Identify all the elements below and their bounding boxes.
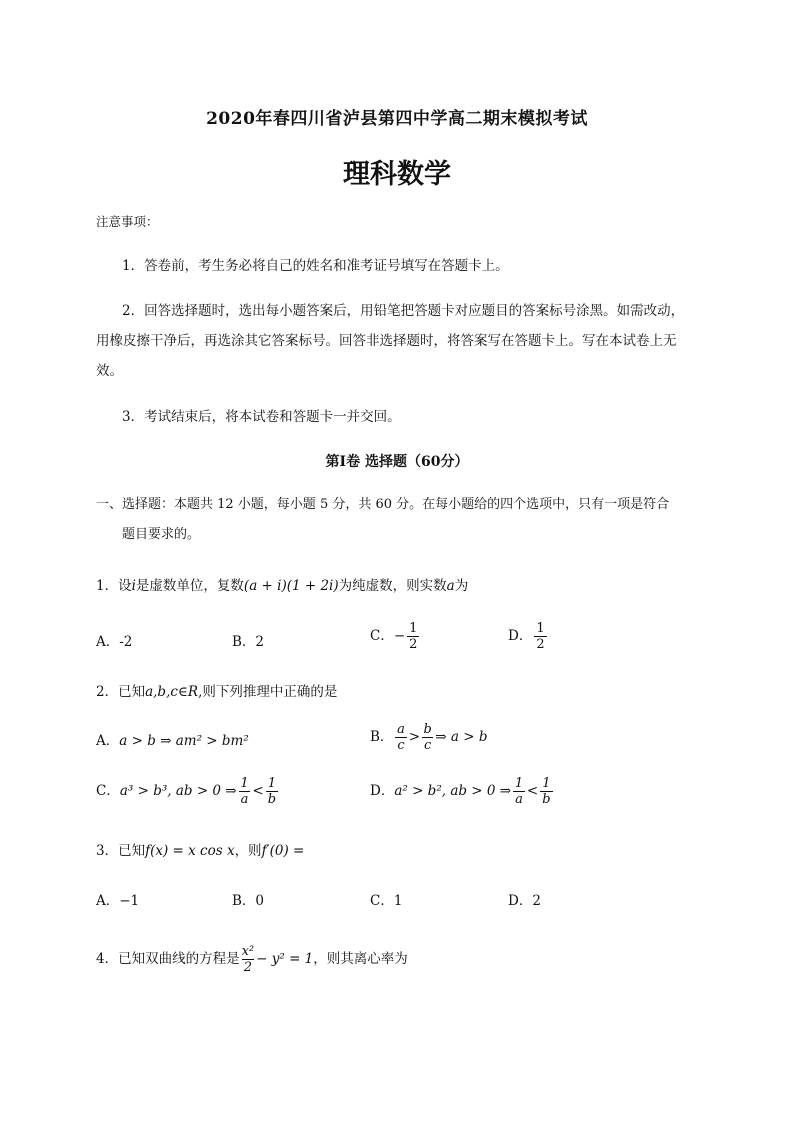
subject-title: 理科数学 xyxy=(343,159,451,190)
q2-suffix: ,则下列推理中正确的是 xyxy=(198,684,338,700)
q2-option-d-label: D． xyxy=(370,783,395,799)
q1-mid1: 是虚数单位，复数 xyxy=(135,578,244,594)
q4-math-tail: − y² = 1 xyxy=(256,951,314,967)
question-2-stem xyxy=(96,682,337,702)
notice-item-2-line2: 用橡皮擦干净后，再选涂其它答案标号。回答非选择题时，将答案写在答题卡上。写在本试卷上无 xyxy=(96,333,677,349)
q2-option-d-frac-a: $\frac{1}{a}$ xyxy=(514,776,524,807)
q4-fraction: $\frac{\text{x²}}{2}$ xyxy=(241,944,255,975)
q1-suffix: 为 xyxy=(454,578,469,594)
notice-heading: 注意事项： xyxy=(96,214,159,229)
q2-option-a-math: a > b ⇒ am² > bm² xyxy=(119,733,249,749)
q2-option-d-frac-b: $\frac{1}{b}$ xyxy=(542,776,551,807)
q3-prefix: 3．已知 xyxy=(96,843,146,859)
q2-option-b-frac-a: $\frac{a}{c}$ xyxy=(397,722,405,753)
q1-option-d-label: D． xyxy=(508,628,533,644)
q2-option-b: B． $\frac{a}{c}$ > $\frac{b}{c}$ ⇒ a > b xyxy=(370,722,488,753)
q2-prefix: 2．已知 xyxy=(96,684,146,700)
q1-option-d-fraction xyxy=(534,621,546,652)
q2-option-b-frac-b: $\frac{b}{c}$ xyxy=(423,722,432,753)
q1-option-b: B．2 xyxy=(232,634,265,650)
q2-option-d-math: a² > b², ab > 0 ⇒ xyxy=(394,783,512,799)
question-4-stem xyxy=(96,944,408,975)
q1-option-d-denominator: 2 xyxy=(536,637,545,652)
q2-option-b-math-tail: ⇒ a > b xyxy=(435,729,488,745)
q4-prefix: 4．已知双曲线的方程是 xyxy=(96,951,240,967)
q3-option-b: B．0 xyxy=(232,893,265,909)
q1-mid2: 为纯虚数，则实数 xyxy=(338,578,447,594)
q2-option-a xyxy=(96,731,249,751)
exam-title: 2020年春四川省泸县第四中学高二期末模拟考试 xyxy=(206,109,588,129)
q1-option-c xyxy=(370,621,421,652)
q3-option-d: D．2 xyxy=(508,893,541,909)
q2-option-c-label: C． xyxy=(96,783,120,799)
q1-option-a: A．-2 xyxy=(96,634,133,650)
q1-expression: (a + i)(1 + 2i) xyxy=(243,578,339,594)
q3-math-1: f(x) = x cos x xyxy=(145,843,235,859)
q2-option-c-frac-b: $\frac{1}{b}$ xyxy=(267,776,277,807)
notice-item-3: 3．考试结束后，将本试卷和答题卡一并交回。 xyxy=(122,409,401,425)
q1-option-d-numerator: 1 xyxy=(536,621,545,636)
q1-option-d xyxy=(508,621,549,652)
q1-option-c-numerator: 1 xyxy=(409,621,418,636)
part1-title: 第Ⅰ卷 选择题（60分） xyxy=(325,454,469,470)
notice-item-1: 1．答卷前，考生务必将自己的姓名和准考证号填写在答题卡上。 xyxy=(122,258,509,274)
q2-option-c-frac-a: $\frac{1}{a}$ xyxy=(240,776,249,807)
q1-option-c-fraction xyxy=(407,621,419,652)
q2-math: a,b,c∈R xyxy=(145,684,199,700)
q2-option-c: C．a³ > b³, ab > 0 ⇒ $\frac{1}{a}$ < $\frac{1}{b}$ xyxy=(96,776,277,807)
q2-option-b-label: B． xyxy=(370,729,394,745)
question-3-stem xyxy=(96,841,304,861)
section-instruction-line2: 题目要求的。 xyxy=(122,527,201,542)
q3-mid: ，则 xyxy=(234,843,262,859)
q1-option-c-sign: − xyxy=(393,628,406,644)
q4-suffix: ，则其离心率为 xyxy=(313,951,408,967)
question-1-stem xyxy=(96,576,468,596)
section-instruction-line1: 一、选择题：本题共 12 小题，每小题 5 分，共 60 分。在每小题给的四个选项中，只有一项是符合 xyxy=(96,497,670,512)
q1-option-c-label: C． xyxy=(370,628,394,644)
notice-item-2-line1: 2．回答选择题时，选出每小题答案后，用铅笔把答题卡对应题目的答案标号涂黑。如需改动， xyxy=(122,303,685,319)
q1-imaginary-unit: i xyxy=(131,578,136,594)
q2-option-a-label: A． xyxy=(96,733,120,749)
q1-prefix: 1．设 xyxy=(96,578,132,594)
q1-variable: a xyxy=(446,578,455,594)
notice-item-2-line3: 效。 xyxy=(96,363,123,379)
q3-math-2: f′(0) = xyxy=(261,843,305,859)
q3-option-a: A．−1 xyxy=(96,893,140,909)
q3-option-c: C．1 xyxy=(370,893,403,909)
q2-option-c-math: a³ > b³, ab > 0 ⇒ xyxy=(119,783,237,799)
q1-option-c-denominator: 2 xyxy=(409,637,418,652)
q2-option-d: D．a² > b², ab > 0 ⇒ $\frac{1}{a}$ < $\frac{1}{b}$ xyxy=(370,776,551,807)
